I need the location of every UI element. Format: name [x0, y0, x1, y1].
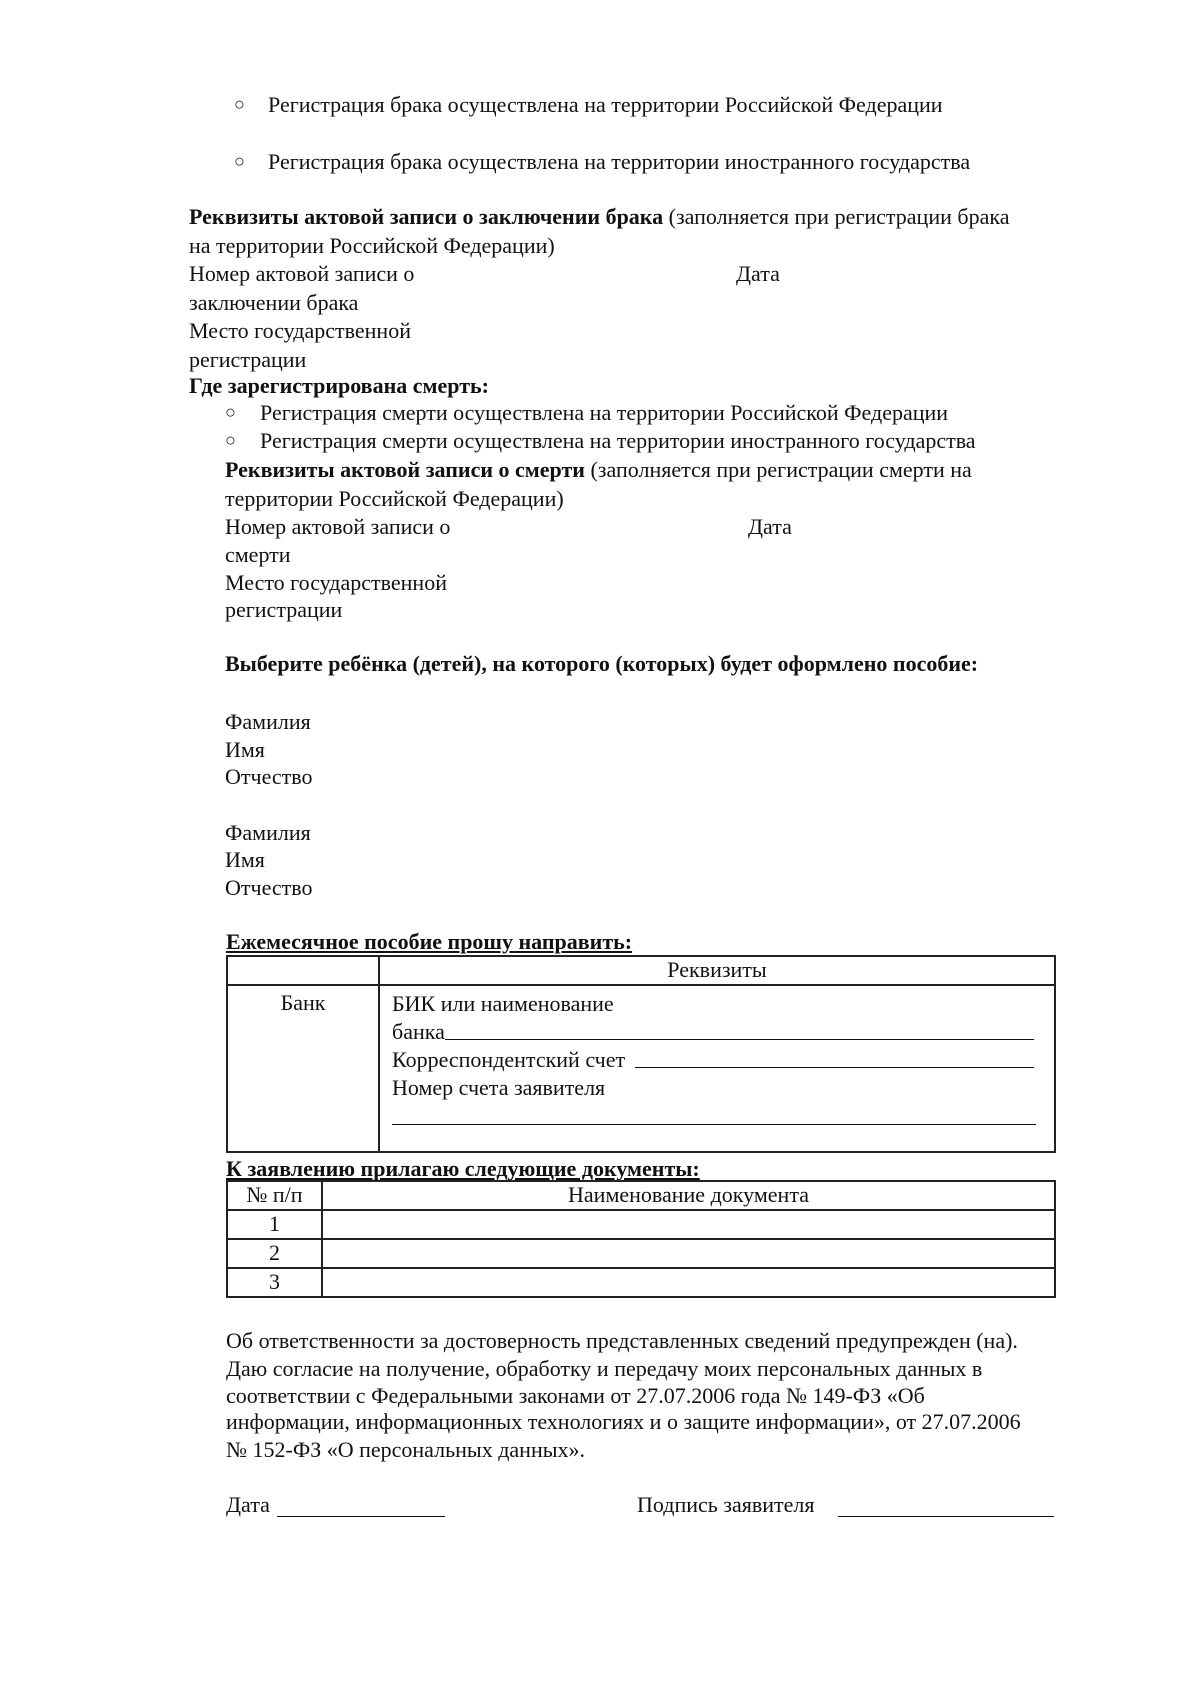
- consent-text: Даю согласие на получение, обработку и передачу моих персональных данных в: [226, 1356, 983, 1381]
- option-marriage-rf: Регистрация брака осуществлена на территории Российской Федерации: [268, 92, 943, 117]
- doc-name-header: Наименование документа: [322, 1181, 1055, 1210]
- death-place-label-2: регистрации: [225, 597, 343, 622]
- death-heading: Где зарегистрирована смерть:: [189, 373, 489, 398]
- marriage-record-number-label: Номер актовой записи о: [189, 261, 415, 286]
- consent-text: Об ответственности за достоверность представленных сведений предупрежден (на).: [226, 1328, 1018, 1353]
- child-patronymic-label: Отчество: [225, 764, 313, 789]
- bank-label: Банк: [227, 985, 379, 1152]
- account-input-line[interactable]: [392, 1124, 1036, 1125]
- doc-name-cell[interactable]: [322, 1268, 1055, 1297]
- radio-death-rf[interactable]: ○: [225, 402, 236, 422]
- consent-text: соответствии с Федеральными законами от 27.07.2006 года № 149-ФЗ «Об: [226, 1383, 925, 1408]
- corr-account-label: Корреспондентский счет: [392, 1047, 626, 1072]
- documents-table: [226, 1180, 1056, 1298]
- signature-input-line[interactable]: [838, 1516, 1054, 1517]
- radio-marriage-foreign[interactable]: ○: [234, 151, 245, 171]
- consent-text: информации, информационных технологиях и о защите информации», от 27.07.2006: [226, 1409, 1021, 1434]
- death-record-heading: Реквизиты актовой записи о смерти (заполняется при регистрации смерти на: [225, 457, 972, 482]
- account-label: Номер счета заявителя: [392, 1075, 606, 1100]
- option-death-foreign: Регистрация смерти осуществлена на территории иностранного государства: [260, 428, 976, 453]
- marriage-place-label: Место государственной: [189, 318, 411, 343]
- death-date-label: Дата: [748, 514, 792, 539]
- signature-label: Подпись заявителя: [637, 1492, 815, 1517]
- death-heading-note: территории Российской Федерации): [225, 486, 564, 511]
- marriage-place-label-2: регистрации: [189, 347, 307, 372]
- child-name-label: Имя: [225, 737, 265, 762]
- table-row: [227, 1239, 1055, 1268]
- child-surname-label: Фамилия: [225, 709, 311, 734]
- doc-number: 3: [227, 1268, 322, 1297]
- date-input-line[interactable]: [277, 1516, 445, 1517]
- table-row: [227, 1268, 1055, 1297]
- table-row: [227, 1210, 1055, 1239]
- marriage-record-number-label-2: заключении брака: [189, 290, 359, 315]
- requisites-header: Реквизиты: [379, 956, 1055, 985]
- documents-heading: К заявлению прилагаю следующие документы:: [226, 1156, 700, 1181]
- doc-number-header: № п/п: [227, 1181, 322, 1210]
- radio-death-foreign[interactable]: ○: [225, 430, 236, 450]
- doc-number: 2: [227, 1239, 322, 1268]
- bik-input-line[interactable]: [445, 1018, 1034, 1040]
- death-record-number-label: Номер актовой записи о: [225, 514, 451, 539]
- death-record-number-label-2: смерти: [225, 542, 291, 567]
- marriage-record-heading: Реквизиты актовой записи о заключении брака (заполняется при регистрации брака: [189, 204, 1010, 229]
- bik-label: БИК или наименование: [392, 991, 614, 1016]
- doc-name-cell[interactable]: [322, 1239, 1055, 1268]
- child-name-label: Имя: [225, 847, 265, 872]
- death-place-label: Место государственной: [225, 570, 447, 595]
- child-surname-label: Фамилия: [225, 820, 311, 845]
- children-heading: Выберите ребёнка (детей), на которого (которых) будет оформлено пособие:: [225, 651, 979, 676]
- option-death-rf: Регистрация смерти осуществлена на территории Российской Федерации: [260, 400, 949, 425]
- footer-date-label: Дата: [226, 1492, 270, 1517]
- marriage-date-label: Дата: [736, 261, 780, 286]
- consent-text: № 152-ФЗ «О персональных данных».: [226, 1437, 585, 1462]
- doc-number: 1: [227, 1210, 322, 1239]
- radio-marriage-rf[interactable]: ○: [234, 94, 245, 114]
- payment-heading: Ежемесячное пособие прошу направить:: [226, 929, 633, 954]
- marriage-heading-note: на территории Российской Федерации): [189, 233, 555, 258]
- payment-table: [226, 955, 1056, 1153]
- option-marriage-foreign: Регистрация брака осуществлена на территории иностранного государства: [268, 149, 971, 174]
- bik-label-2: банка: [392, 1019, 445, 1044]
- bank-details-cell: [379, 985, 1055, 1152]
- doc-name-cell[interactable]: [322, 1210, 1055, 1239]
- child-patronymic-label: Отчество: [225, 875, 313, 900]
- corr-account-input-line[interactable]: [635, 1046, 1034, 1068]
